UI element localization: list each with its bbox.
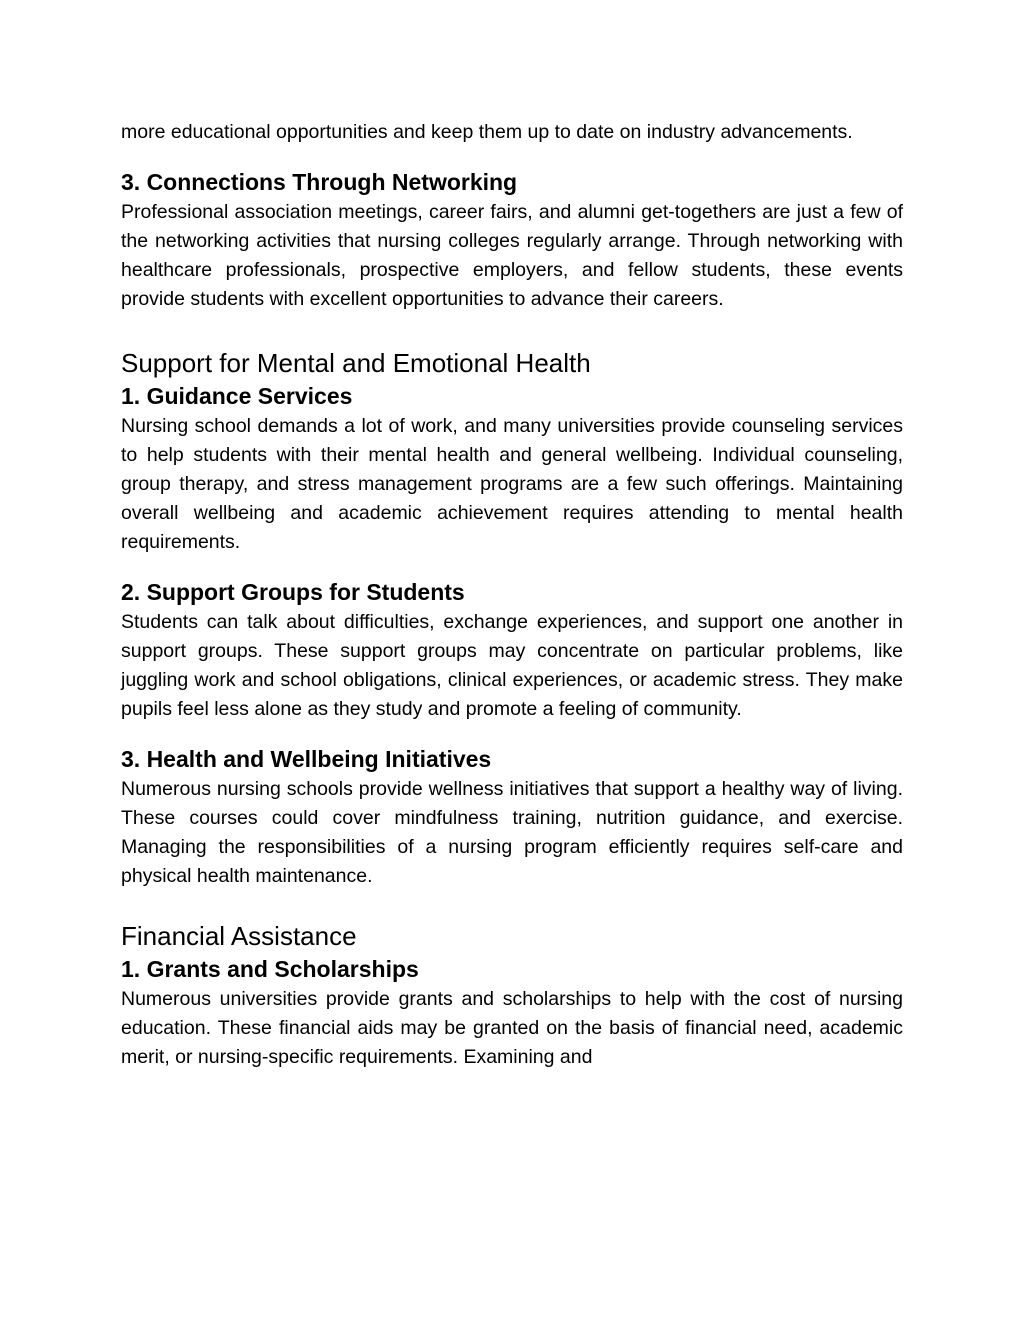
grants-paragraph: Numerous universities provide grants and scholarships to help with the cost of nursing education. These financial aids may be granted on the basis of financial need, academic merit, or nursing-specific requirements. Examining and	[121, 988, 903, 1068]
intro-paragraph: more educational opportunities and keep them up to date on industry advancements.	[121, 121, 853, 143]
spacer	[121, 724, 903, 743]
networking-paragraph: Professional association meetings, career fairs, and alumni get-togethers are just a few of the networking activities that nursing colleges regularly arrange. Through networking with healthcare professionals, prospective employers, and fellow students, these events provide students with excellent opportunities to advance their careers.	[121, 201, 903, 310]
grants-heading: 1. Grants and Scholarships	[121, 956, 419, 982]
spacer	[121, 147, 903, 166]
support-groups-paragraph: Students can talk about difficulties, exchange experiences, and support one another in support groups. These support groups may concentrate on particular problems, like juggling work and school obligations, clinical experiences, or academic stress. They make pupils feel less alone as they study and promote a feeling of community.	[121, 611, 903, 720]
guidance-paragraph: Nursing school demands a lot of work, and many universities provide counseling services to help students with their mental health and general wellbeing. Individual counseling, group therapy, and stress management programs are a few such offerings. Maintaining overall wellbeing and academic achievement requires attending to mental health requirements.	[121, 415, 903, 553]
document-page	[121, 118, 903, 1072]
wellbeing-paragraph: Numerous nursing schools provide wellness initiatives that support a healthy way of living. These courses could cover mindfulness training, nutrition guidance, and exercise. Managing the responsibilities of a nursing program efficiently requires self-care and physical health maintenance.	[121, 778, 903, 887]
spacer	[121, 314, 903, 346]
spacer	[121, 557, 903, 576]
financial-heading: Financial Assistance	[121, 921, 357, 951]
support-groups-heading: 2. Support Groups for Students	[121, 579, 465, 605]
networking-heading: 3. Connections Through Networking	[121, 169, 518, 195]
spacer	[121, 891, 903, 919]
mental-health-heading: Support for Mental and Emotional Health	[121, 348, 591, 378]
guidance-heading: 1. Guidance Services	[121, 383, 353, 409]
wellbeing-heading: 3. Health and Wellbeing Initiatives	[121, 746, 492, 772]
